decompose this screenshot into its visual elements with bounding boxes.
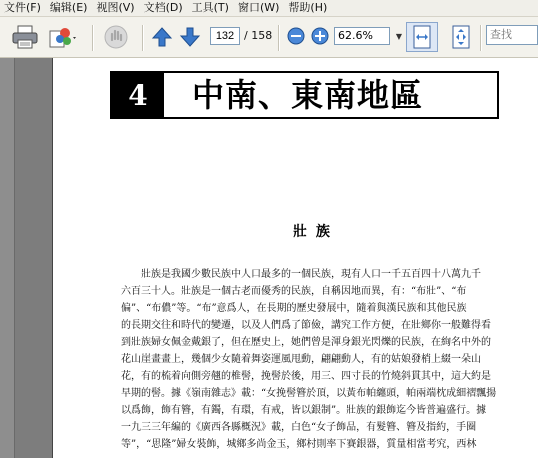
chapter-title: 中南、東南地區 [192, 76, 424, 114]
zoom-out-icon [287, 27, 305, 45]
zoom-out-button[interactable] [286, 26, 306, 46]
body-line: 的長期交往和時代的變遷，以及人們爲了節儉，講究工作方便，在壯鄉你一般難得看 [121, 320, 491, 331]
toolbar [0, 17, 538, 58]
search-input[interactable] [486, 25, 538, 45]
menu-view[interactable]: 视图(V) [96, 1, 135, 14]
chapter-header [110, 71, 499, 119]
share-icon [48, 25, 78, 49]
fit-page-button[interactable] [446, 22, 476, 52]
fit-width-button[interactable] [406, 22, 438, 52]
body-line: 早期的髻。據《嶺南雜志》載：“女挽髻簪於頂，以黃布帕纏頭，帕兩端枕成細褶飄揚 [121, 388, 497, 399]
share-button[interactable] [46, 22, 80, 52]
fit-width-icon [407, 23, 437, 51]
next-page-button[interactable] [178, 25, 202, 49]
body-line: 一九三三年編的《廣西各縣概況》載，白色“女子飾品，有髮簪、簪及指約，手圈 [121, 422, 477, 433]
body-line: 偏”、“布儂”等。“布”意爲人，在長期的歷史發展中，隨着與漢民族和其他民族 [121, 303, 467, 314]
hand-tool-button[interactable] [100, 22, 132, 52]
print-button[interactable] [10, 22, 40, 52]
body-line: 壯族是我國少數民族中人口最多的一個民族，現有人口一千五百四十八萬九千 [141, 269, 481, 280]
body-line: 花山崖畫畫上，幾個少女隨着舞姿運風甩動，翩翩動人，有的姑娘發梢上綴一朵山 [121, 354, 481, 365]
menu-edit[interactable]: 编辑(E) [49, 1, 88, 14]
chapter-number: 4 [112, 73, 164, 117]
previous-page-icon [151, 26, 173, 48]
hand-icon [103, 24, 129, 50]
zoom-level-field[interactable]: 62.6% [334, 27, 390, 45]
menu-tools[interactable]: 工具(T) [191, 1, 229, 14]
document-page [52, 58, 538, 458]
body-text [121, 266, 538, 453]
body-line: 以爲飾，飾有簪，有鐲，有環，有戒，皆以銀制”。壯族的銀飾迄今皆普遍盛行。據 [121, 405, 487, 416]
current-page-input[interactable] [210, 27, 240, 45]
zoom-in-icon [311, 27, 329, 45]
body-line: 花，有的梳着向側旁翹的椎髻，挽髻於後，用三、四寸長的竹燒斜貫其中，這大約是 [121, 371, 491, 382]
menu-file[interactable]: 文件(F) [4, 1, 41, 14]
menu-window[interactable]: 窗口(W) [237, 1, 280, 14]
navigation-panel-collapsed[interactable] [0, 58, 15, 458]
fit-page-icon [448, 24, 474, 50]
zoom-dropdown-arrow[interactable] [392, 27, 406, 45]
menu-document[interactable]: 文档(D) [143, 1, 183, 14]
chevron-down-icon: ▼ [395, 31, 403, 41]
total-pages-label: / 158 [244, 29, 273, 42]
body-line: 到壯族婦女佩金戴銀了，但在歷史上，她們曾是渾身銀光閃爍的民族，在絢名中外的 [121, 337, 491, 348]
menu-bar [0, 0, 538, 17]
body-line: 等”，“思隆”婦女裝飾，城鄉多尚金玉，鄉村則率下賽銀器，質量相當考究，西林 [121, 439, 477, 450]
previous-page-button[interactable] [150, 25, 174, 49]
zoom-in-button[interactable] [310, 26, 330, 46]
section-title: 壯 族 [293, 224, 332, 240]
menu-help[interactable]: 帮助(H) [288, 1, 328, 14]
printer-icon [12, 25, 38, 49]
next-page-icon [179, 26, 201, 48]
body-line: 六百三十人。壯族是一個古老而優秀的民族，自稱因地而異，有：“布壯”、“布 [121, 286, 467, 297]
